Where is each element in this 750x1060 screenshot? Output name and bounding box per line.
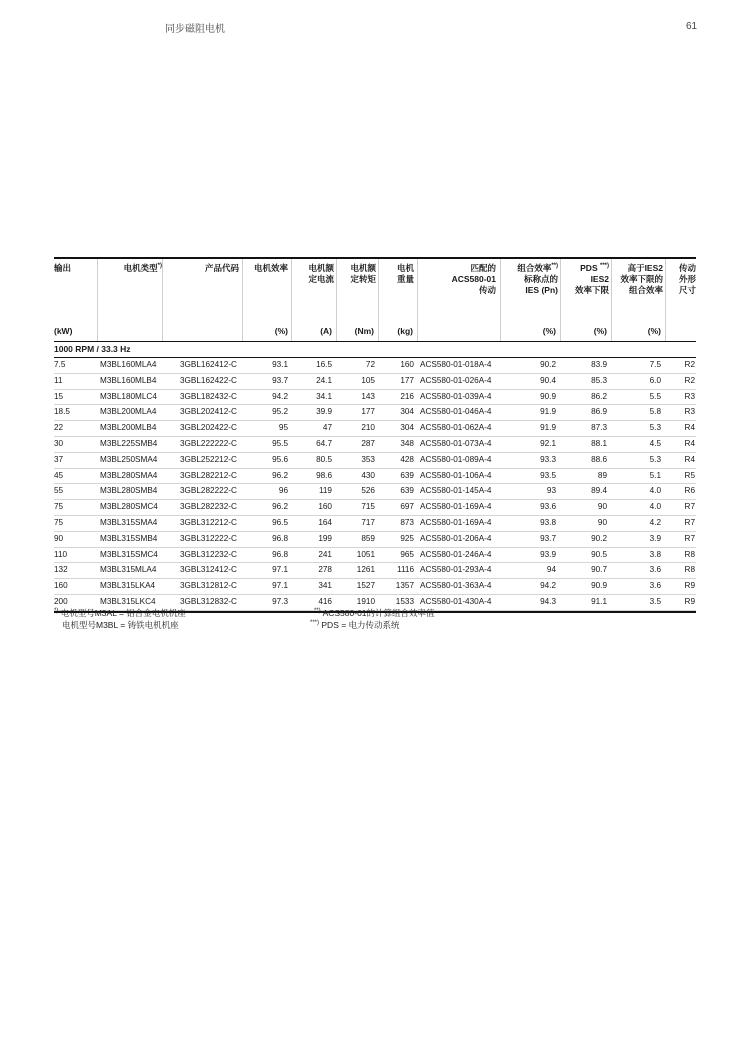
cell-weight: 177 (400, 375, 414, 385)
cell-motor-eff: 97.3 (272, 596, 288, 606)
cell-pds-ies2: 91.1 (591, 596, 607, 606)
cell-product-code: 3GBL312232-C (180, 549, 237, 559)
cell-product-code: 3GBL222222-C (180, 438, 237, 448)
cell-weight: 639 (400, 486, 414, 496)
cell-above-ies2: 3.6 (649, 581, 661, 591)
cell-pds-ies2: 90 (597, 502, 607, 512)
cell-weight: 873 (400, 517, 414, 527)
cell-output: 30 (54, 438, 64, 448)
cell-rated-current: 241 (318, 549, 332, 559)
cell-motor-eff: 96.2 (272, 470, 288, 480)
cell-rated-current: 16.5 (316, 360, 332, 369)
cell-weight: 965 (400, 549, 414, 559)
cell-output: 90 (54, 533, 64, 543)
cell-frame-size: R2 (684, 375, 695, 385)
cell-product-code: 3GBL312412-C (180, 565, 237, 575)
cell-rated-torque: 210 (361, 423, 375, 433)
cell-motor-eff: 96.2 (272, 502, 288, 512)
cell-motor-type: M3BL250SMA4 (100, 454, 158, 464)
cell-pds-ies2: 85.3 (591, 375, 607, 385)
unit-eff: (%) (274, 326, 288, 336)
cell-rated-torque: 1261 (356, 565, 375, 575)
table-row (54, 405, 696, 421)
table-row (54, 469, 696, 485)
cell-above-ies2: 5.5 (649, 391, 661, 401)
cell-pds-ies2: 83.9 (591, 360, 607, 369)
cell-rated-current: 199 (318, 533, 332, 543)
cell-motor-eff: 94.2 (272, 391, 288, 401)
cell-combined-eff: 93.7 (540, 533, 556, 543)
footnote-3-mark: ***) (310, 620, 320, 627)
col-header-product-code: 产品代码 (204, 263, 239, 273)
cell-motor-eff: 96.8 (272, 549, 288, 559)
cell-rated-torque: 1527 (356, 581, 375, 591)
section-label: 1000 RPM / 33.3 Hz (54, 342, 696, 358)
cell-frame-size: R7 (684, 502, 695, 512)
cell-combined-eff: 93.6 (540, 502, 556, 512)
cell-combined-eff: 94 (546, 565, 556, 575)
cell-weight: 1116 (397, 565, 414, 575)
cell-output: 75 (54, 502, 64, 512)
cell-drive: ACS580-01-363A-4 (420, 581, 492, 591)
cell-rated-current: 278 (318, 565, 332, 575)
col-header-frame-size: 传动 外形 尺寸 (678, 263, 696, 295)
cell-product-code: 3GBL202412-C (180, 407, 237, 417)
table-row (54, 500, 696, 516)
cell-above-ies2: 4.0 (649, 486, 661, 496)
footnote-2-mark: **) (314, 608, 321, 615)
cell-frame-size: R7 (684, 517, 695, 527)
table-row (54, 421, 696, 437)
unit-nm: (Nm) (354, 326, 374, 336)
cell-rated-torque: 717 (361, 517, 375, 527)
cell-output: 22 (54, 423, 64, 433)
cell-rated-current: 160 (318, 502, 332, 512)
cell-motor-type: M3BL315LKA4 (100, 581, 156, 591)
cell-frame-size: R3 (684, 407, 695, 417)
cell-weight: 304 (400, 423, 414, 433)
cell-motor-type: M3BL280SMA4 (100, 470, 158, 480)
table-row (54, 532, 696, 548)
cell-rated-torque: 1910 (356, 596, 375, 606)
cell-combined-eff: 90.2 (540, 360, 556, 369)
cell-rated-current: 34.1 (316, 391, 332, 401)
cell-product-code: 3GBL312212-C (180, 517, 237, 527)
cell-above-ies2: 3.5 (649, 596, 661, 606)
footnote-2-text: ACS580-01的计算组合效率值 (322, 608, 435, 618)
cell-rated-torque: 105 (361, 375, 375, 385)
cell-weight: 697 (400, 502, 414, 512)
cell-motor-type: M3BL160MLB4 (100, 375, 157, 385)
cell-product-code: 3GBL312832-C (180, 596, 237, 606)
cell-combined-eff: 94.2 (540, 581, 556, 591)
page-number: 61 (686, 21, 698, 32)
cell-drive: ACS580-01-206A-4 (420, 533, 492, 543)
cell-frame-size: R4 (684, 438, 695, 448)
cell-rated-current: 341 (318, 581, 332, 591)
table-row (54, 484, 696, 500)
cell-motor-eff: 93.7 (272, 375, 288, 385)
cell-motor-type: M3BL315LKC4 (100, 596, 156, 606)
unit-above: (%) (647, 326, 661, 336)
cell-output: 7.5 (54, 360, 66, 369)
table-row (54, 390, 696, 406)
cell-weight: 216 (400, 391, 414, 401)
cell-frame-size: R5 (684, 470, 695, 480)
cell-output: 45 (54, 470, 64, 480)
cell-output: 55 (54, 486, 64, 496)
cell-rated-torque: 859 (361, 533, 375, 543)
cell-drive: ACS580-01-169A-4 (420, 502, 492, 512)
cell-drive: ACS580-01-026A-4 (420, 375, 492, 385)
cell-rated-torque: 1051 (356, 549, 375, 559)
cell-above-ies2: 7.5 (649, 360, 661, 369)
cell-above-ies2: 5.3 (649, 454, 661, 464)
cell-product-code: 3GBL162422-C (180, 375, 237, 385)
cell-above-ies2: 5.8 (649, 407, 661, 417)
cell-rated-torque: 177 (361, 407, 375, 417)
unit-kg: (kg) (397, 326, 413, 336)
cell-drive: ACS580-01-046A-4 (420, 407, 492, 417)
cell-frame-size: R4 (684, 454, 695, 464)
cell-output: 18.5 (54, 407, 70, 417)
cell-motor-type: M3BL315SMC4 (100, 549, 158, 559)
cell-motor-eff: 95.5 (272, 438, 288, 448)
cell-output: 37 (54, 454, 64, 464)
cell-drive: ACS580-01-106A-4 (420, 470, 492, 480)
cell-rated-current: 119 (318, 486, 332, 496)
cell-frame-size: R7 (684, 533, 695, 543)
cell-combined-eff: 94.3 (540, 596, 556, 606)
cell-above-ies2: 5.3 (649, 423, 661, 433)
cell-above-ies2: 4.5 (649, 438, 661, 448)
table-row (54, 358, 696, 374)
cell-product-code: 3GBL162412-C (180, 360, 237, 369)
cell-motor-eff: 97.1 (272, 581, 288, 591)
cell-motor-type: M3BL315MLA4 (100, 565, 157, 575)
cell-motor-type: M3BL280SMB4 (100, 486, 158, 496)
cell-pds-ies2: 89.4 (591, 486, 607, 496)
cell-above-ies2: 4.0 (649, 502, 661, 512)
motor-data-table (54, 257, 696, 613)
cell-motor-eff: 96.5 (272, 517, 288, 527)
cell-drive: ACS580-01-018A-4 (420, 360, 492, 369)
cell-motor-eff: 97.1 (272, 565, 288, 575)
cell-pds-ies2: 90.7 (591, 565, 607, 575)
cell-product-code: 3GBL182432-C (180, 391, 237, 401)
cell-combined-eff: 92.1 (540, 438, 556, 448)
unit-kw: (kW) (54, 326, 73, 336)
cell-combined-eff: 90.4 (540, 375, 556, 385)
running-header: 同步磁阻电机 (165, 24, 225, 35)
cell-weight: 1357 (395, 581, 414, 591)
cell-frame-size: R4 (684, 423, 695, 433)
cell-motor-type: M3BL280SMC4 (100, 502, 158, 512)
unit-pds: (%) (593, 326, 607, 336)
cell-above-ies2: 3.6 (649, 565, 661, 575)
cell-motor-eff: 96 (278, 486, 288, 496)
cell-output: 200 (54, 596, 68, 606)
cell-rated-torque: 72 (365, 360, 375, 369)
cell-drive: ACS580-01-062A-4 (420, 423, 492, 433)
footnote-3 (310, 619, 400, 631)
cell-product-code: 3GBL312812-C (180, 581, 237, 591)
col-header-weight: 电机 重量 (396, 263, 414, 284)
cell-pds-ies2: 90 (597, 517, 607, 527)
cell-above-ies2: 3.8 (649, 549, 661, 559)
cell-pds-ies2: 86.2 (591, 391, 607, 401)
cell-rated-current: 39.9 (316, 407, 332, 417)
cell-product-code: 3GBL282222-C (180, 486, 237, 496)
col-header-motor-type: 电机类型*) (123, 263, 162, 273)
unit-amp: (A) (320, 326, 332, 336)
footnote-1-mark: *) (54, 608, 59, 615)
cell-rated-current: 64.7 (316, 438, 332, 448)
cell-drive: ACS580-01-073A-4 (420, 438, 492, 448)
table-row (54, 516, 696, 532)
cell-combined-eff: 93.9 (540, 549, 556, 559)
table-row (54, 563, 696, 579)
cell-combined-eff: 91.9 (540, 423, 556, 433)
cell-weight: 639 (400, 470, 414, 480)
cell-rated-torque: 715 (361, 502, 375, 512)
table-header (54, 259, 696, 341)
cell-motor-eff: 95 (278, 423, 288, 433)
cell-motor-eff: 96.8 (272, 533, 288, 543)
footnote-3-text: PDS = 电力传动系统 (321, 620, 400, 630)
cell-combined-eff: 93.3 (540, 454, 556, 464)
cell-drive: ACS580-01-430A-4 (420, 596, 492, 606)
table-body (54, 358, 696, 611)
footnote-1-line2: 电机型号M3BL = 铸铁电机机座 (62, 620, 179, 630)
table-row (54, 579, 696, 595)
cell-pds-ies2: 87.3 (591, 423, 607, 433)
cell-output: 110 (54, 549, 68, 559)
cell-pds-ies2: 88.1 (591, 438, 607, 448)
cell-combined-eff: 93 (546, 486, 556, 496)
cell-combined-eff: 93.8 (540, 517, 556, 527)
cell-drive: ACS580-01-293A-4 (420, 565, 492, 575)
cell-output: 160 (54, 581, 68, 591)
cell-product-code: 3GBL202422-C (180, 423, 237, 433)
cell-drive: ACS580-01-246A-4 (420, 549, 492, 559)
col-header-above-ies2: 高于IES2 效率下限的 组合效率 (620, 263, 663, 295)
cell-rated-current: 47 (322, 423, 332, 433)
cell-drive: ACS580-01-089A-4 (420, 454, 492, 464)
table-row (54, 374, 696, 390)
col-header-motor-eff: 电机效率 (253, 263, 288, 273)
cell-frame-size: R8 (684, 549, 695, 559)
cell-output: 132 (54, 565, 68, 575)
cell-rated-current: 80.5 (316, 454, 332, 464)
cell-motor-eff: 93.1 (272, 360, 288, 369)
cell-weight: 304 (400, 407, 414, 417)
cell-motor-type: M3BL160MLA4 (100, 360, 157, 369)
cell-motor-type: M3BL200MLB4 (100, 423, 157, 433)
cell-motor-type: M3BL180MLC4 (100, 391, 157, 401)
cell-product-code: 3GBL312222-C (180, 533, 237, 543)
cell-rated-torque: 287 (361, 438, 375, 448)
unit-ies: (%) (542, 326, 556, 336)
footnote-2 (314, 607, 435, 619)
cell-rated-current: 24.1 (316, 375, 332, 385)
footnote-1 (54, 607, 186, 631)
cell-product-code: 3GBL282212-C (180, 470, 237, 480)
cell-frame-size: R6 (684, 486, 695, 496)
cell-product-code: 3GBL252212-C (180, 454, 237, 464)
cell-motor-type: M3BL315SMA4 (100, 517, 158, 527)
cell-frame-size: R9 (684, 581, 695, 591)
cell-pds-ies2: 90.5 (591, 549, 607, 559)
cell-motor-eff: 95.6 (272, 454, 288, 464)
cell-above-ies2: 6.0 (649, 375, 661, 385)
cell-motor-type: M3BL315SMB4 (100, 533, 158, 543)
cell-combined-eff: 90.9 (540, 391, 556, 401)
cell-motor-type: M3BL225SMB4 (100, 438, 158, 448)
cell-above-ies2: 5.1 (649, 470, 661, 480)
table-row (54, 437, 696, 453)
cell-pds-ies2: 89 (597, 470, 607, 480)
cell-weight: 925 (400, 533, 414, 543)
cell-rated-current: 416 (318, 596, 332, 606)
cell-drive: ACS580-01-169A-4 (420, 517, 492, 527)
cell-rated-current: 98.6 (316, 470, 332, 480)
cell-rated-torque: 526 (361, 486, 375, 496)
cell-frame-size: R8 (684, 565, 695, 575)
cell-output: 11 (54, 375, 63, 385)
cell-weight: 160 (400, 360, 414, 369)
cell-pds-ies2: 90.9 (591, 581, 607, 591)
table-row (54, 453, 696, 469)
cell-above-ies2: 4.2 (649, 517, 661, 527)
col-header-rated-torque: 电机额 定转矩 (350, 263, 376, 284)
cell-pds-ies2: 88.6 (591, 454, 607, 464)
col-header-drive: 匹配的 ACS580-01 传动 (451, 263, 496, 295)
cell-motor-type: M3BL200MLA4 (100, 407, 157, 417)
cell-weight: 428 (400, 454, 414, 464)
cell-rated-torque: 430 (361, 470, 375, 480)
cell-output: 15 (54, 391, 64, 401)
cell-above-ies2: 3.9 (649, 533, 661, 543)
cell-motor-eff: 95.2 (272, 407, 288, 417)
cell-frame-size: R2 (684, 360, 695, 369)
cell-combined-eff: 91.9 (540, 407, 556, 417)
col-header-output: 输出 (54, 263, 72, 273)
cell-combined-eff: 93.5 (540, 470, 556, 480)
cell-pds-ies2: 90.2 (591, 533, 607, 543)
cell-frame-size: R3 (684, 391, 695, 401)
col-header-combined-eff: 组合效率**) 标称点的 IES (Pn) (517, 263, 558, 295)
col-header-rated-current: 电机额 定电流 (308, 263, 334, 284)
cell-product-code: 3GBL282232-C (180, 502, 237, 512)
cell-rated-torque: 353 (361, 454, 375, 464)
cell-rated-current: 164 (318, 517, 332, 527)
footnote-1-line1: 电机型号M3AL = 铝合金电机机座 (60, 608, 186, 618)
cell-pds-ies2: 86.9 (591, 407, 607, 417)
cell-weight: 1533 (395, 596, 414, 606)
table-row (54, 548, 696, 564)
cell-drive: ACS580-01-039A-4 (420, 391, 492, 401)
cell-frame-size: R9 (684, 596, 695, 606)
cell-weight: 348 (400, 438, 414, 448)
cell-output: 75 (54, 517, 64, 527)
col-header-pds-ies2: PDS ***) IES2 效率下限 (574, 263, 609, 295)
cell-drive: ACS580-01-145A-4 (420, 486, 492, 496)
cell-rated-torque: 143 (361, 391, 375, 401)
